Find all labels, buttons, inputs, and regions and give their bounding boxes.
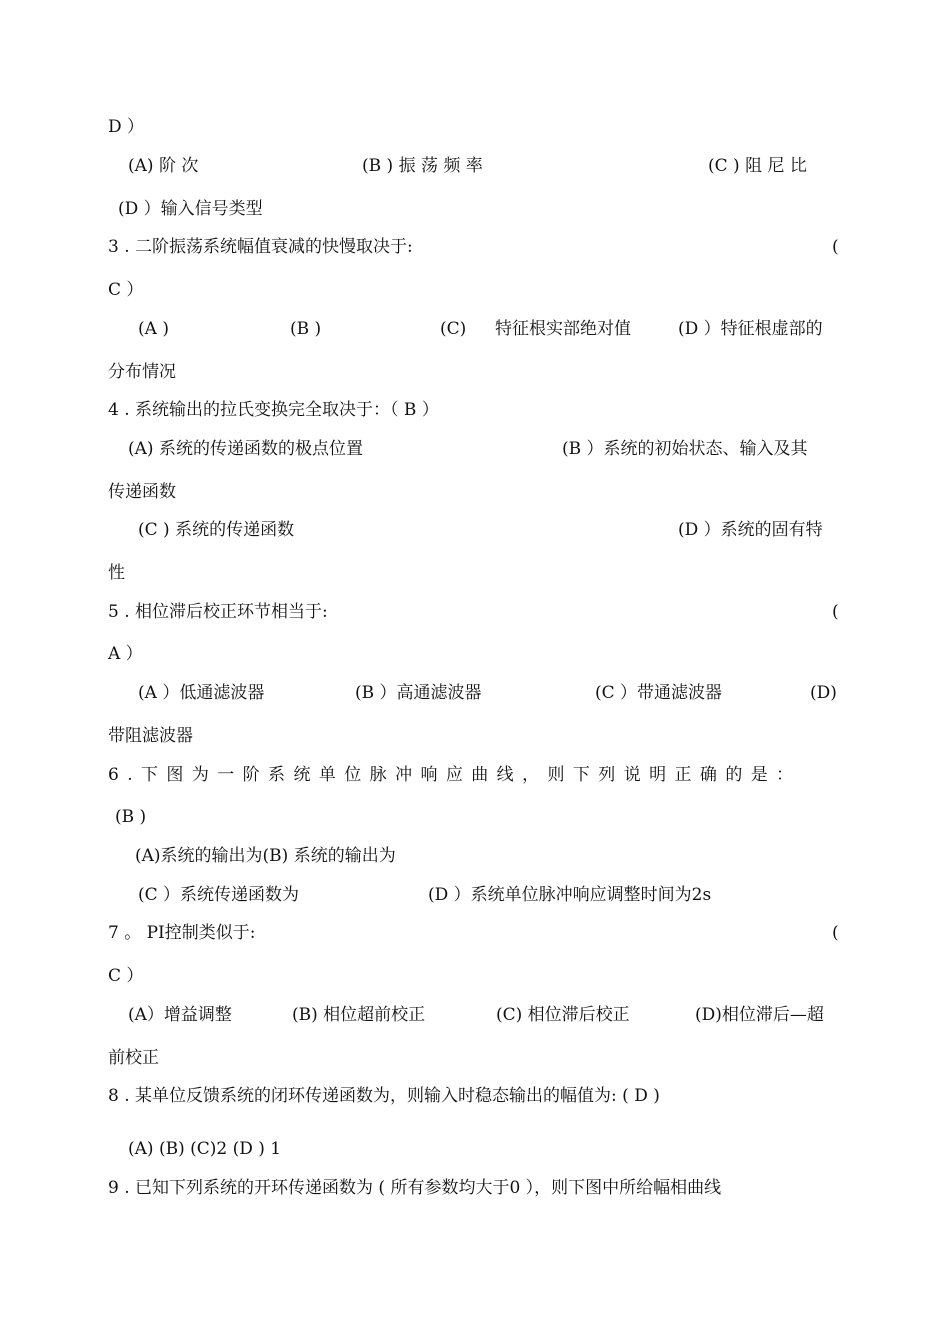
option-d: (D)相位滞后—超 [695,1005,824,1025]
option-b: (B ) [290,319,322,339]
continuation-line: 带阻滤波器 [108,726,193,746]
answer-line: A ） [108,644,143,664]
option-c: (C ）系统传递函数为 [138,885,300,905]
question-8: 8 . 某单位反馈系统的闭环传递函数为，则输入时稳态输出的幅值为: ( D ) [108,1086,660,1106]
continuation-line: 传递函数 [108,482,176,502]
answer-line: D ） [108,117,145,137]
options-line: (A) (B) (C)2 (D ) 1 [128,1139,282,1159]
options-ab: (A)系统的输出为(B) 系统的输出为 [135,846,396,866]
option-d: (D ）系统的固有特 [678,520,823,540]
continuation-line: 性 [108,563,125,583]
question-7-paren: ( [832,923,839,943]
option-d: (D) [810,683,837,703]
option-a: (A ）低通滤波器 [138,683,265,703]
question-5-paren: ( [832,602,839,622]
option-d: (D ）系统单位脉冲响应调整时间为2s [428,885,712,905]
option-d: (D ）输入信号类型 [118,199,263,219]
option-c: (C) 相位滞后校正 [496,1005,630,1025]
question-3-paren: ( [832,237,839,257]
question-7: 7 。 PI控制类似于: [108,923,256,943]
option-d: (D ）特征根虚部的 [678,319,823,339]
question-5: 5 . 相位滞后校正环节相当于: [108,602,328,622]
question-6: 6 . 下 图 为 一 阶 系 统 单 位 脉 冲 响 应 曲 线 ， 则 下 列 说 明 正 确 的 是 ： [108,765,795,785]
question-9: 9 . 已知下列系统的开环传递函数为 ( 所有参数均大于0 ），则下图中所给幅相曲线 [108,1178,722,1198]
option-c: (C ) 阻 尼 比 [708,156,807,176]
answer-line: C ） [108,280,144,300]
option-a: (A ) [138,319,169,339]
option-c-text: 特征根实部绝对值 [495,319,631,339]
question-4: 4 . 系统输出的拉氏变换完全取决于：（ B ） [108,400,439,420]
continuation-line: 前校正 [108,1048,159,1068]
option-a: (A) 阶 次 [128,156,199,176]
option-c: (C ）带通滤波器 [595,683,723,703]
option-b: (B ）高通滤波器 [355,683,482,703]
continuation-line: 分布情况 [108,362,176,382]
option-b: (B ) 振 荡 频 率 [362,156,483,176]
option-b: (B ）系统的初始状态、输入及其 [562,439,808,459]
option-a: (A）增益调整 [128,1005,232,1025]
option-a: (A) 系统的传递函数的极点位置 [128,439,363,459]
answer-line: (B ) [115,807,147,827]
option-c: (C ) 系统的传递函数 [138,520,295,540]
option-b: (B) 相位超前校正 [292,1005,426,1025]
question-3: 3 . 二阶振荡系统幅值衰减的快慢取决于: [108,237,413,257]
option-c: (C) [440,319,467,339]
answer-line: C ） [108,966,144,986]
